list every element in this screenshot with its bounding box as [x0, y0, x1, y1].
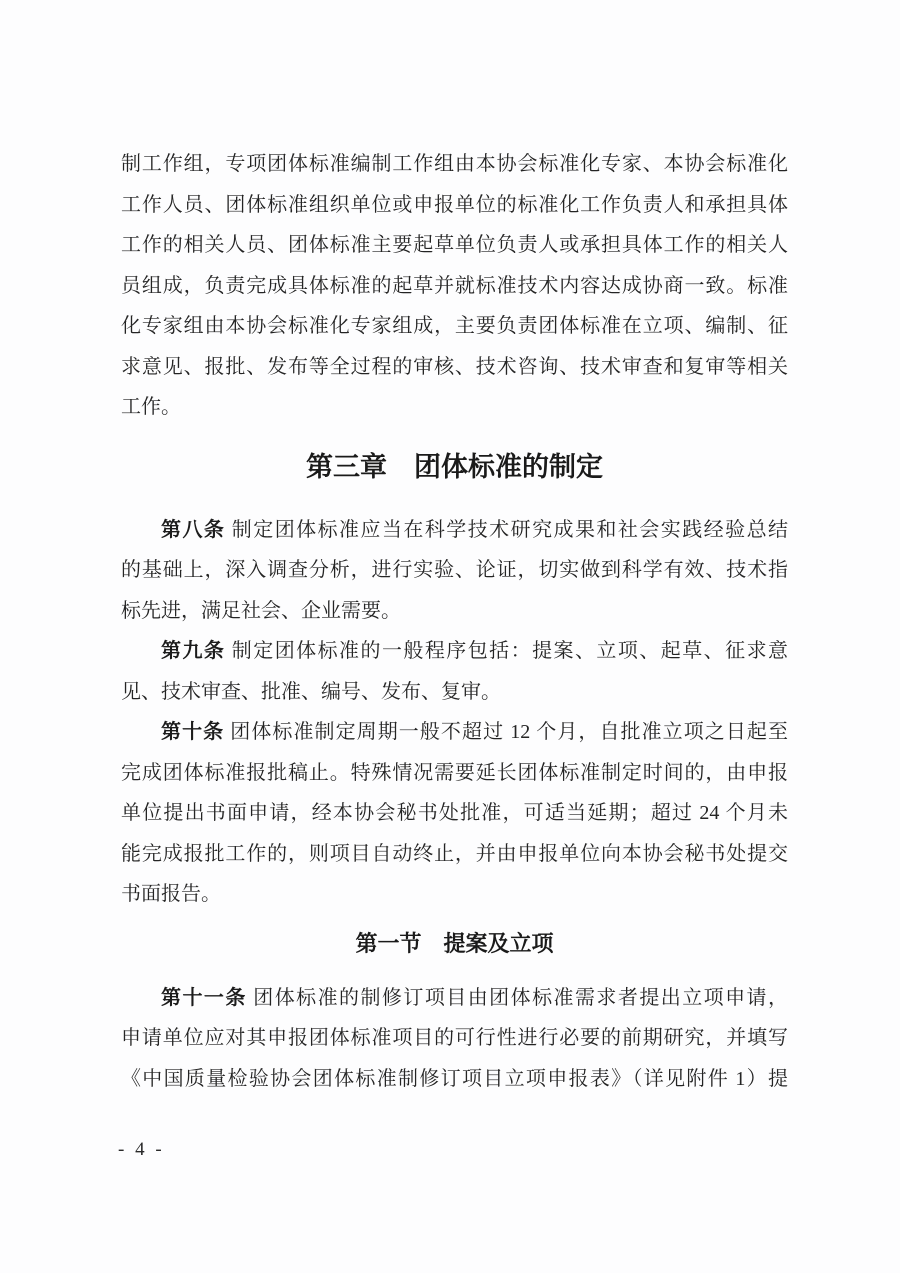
text-line: 申请单位应对其申报团体标准项目的可行性进行必要的前期研究，并填写 [121, 1027, 788, 1049]
chapter-heading: 第三章 团体标准的制定 [306, 451, 603, 482]
article-8-paragraph [121, 510, 788, 632]
text-line: 能完成报批工作的，则项目自动终止，并由申报单位向本协会秘书处提交 [121, 842, 788, 865]
page-number: - 4 - [118, 1139, 165, 1160]
section-heading: 第一节 提案及立项 [355, 930, 554, 956]
article-11-paragraph [121, 978, 788, 1100]
article-9-paragraph [121, 631, 788, 712]
text-line: 工作的相关人员、团体标准主要起草单位负责人或承担具体工作的相关人 [121, 234, 788, 256]
article-10-paragraph [121, 712, 788, 915]
article-lead-label: 第九条 [161, 640, 226, 662]
text-line: 单位提出书面申请，经本协会秘书处批准，可适当延期；超过 24 个月未 [121, 802, 788, 824]
text-line: 工作人员、团体标准组织单位或申报单位的标准化工作负责人和承担具体 [121, 193, 788, 216]
text-line: 标先进，满足社会、企业需要。 [121, 599, 401, 622]
text-line: 书面报告。 [121, 883, 221, 905]
text-line: 的基础上，深入调查分析，进行实验、论证，切实做到科学有效、技术指 [121, 559, 788, 581]
article-lead-label: 第十一条 [161, 986, 247, 1009]
intro-paragraph [121, 144, 788, 428]
text-line: 化专家组由本协会标准化专家组成，主要负责团体标准在立项、编制、征 [121, 315, 788, 337]
text-line: 求意见、报批、发布等全过程的审核、技术咨询、技术审查和复审等相关 [121, 355, 788, 378]
text-line: 见、技术审查、批准、编号、发布、复审。 [121, 680, 501, 703]
article-lead-label: 第八条 [161, 518, 226, 541]
text-line: 第十一条 团体标准的制修订项目由团体标准需求者提出立项申请， [161, 986, 789, 1009]
text-line: 工作。 [121, 396, 181, 418]
document-content [121, 144, 788, 1099]
text-line: 《中国质量检验协会团体标准制修订项目立项申报表》（详见附件 1）提 [121, 1067, 788, 1090]
text-line: 第十条 团体标准制定周期一般不超过 12 个月，自批准立项之日起至 [161, 721, 789, 743]
article-lead-label: 第十条 [161, 721, 225, 743]
text-line: 第八条 制定团体标准应当在科学技术研究成果和社会实践经验总结 [161, 518, 789, 541]
text-line: 完成团体标准报批稿止。特殊情况需要延长团体标准制定时间的，由申报 [121, 761, 788, 784]
text-line: 制工作组，专项团体标准编制工作组由本协会标准化专家、本协会标准化 [121, 153, 788, 175]
text-line: 员组成，负责完成具体标准的起草并就标准技术内容达成协商一致。标准 [121, 274, 788, 297]
text-line: 第九条 制定团体标准的一般程序包括：提案、立项、起草、征求意 [161, 640, 789, 662]
